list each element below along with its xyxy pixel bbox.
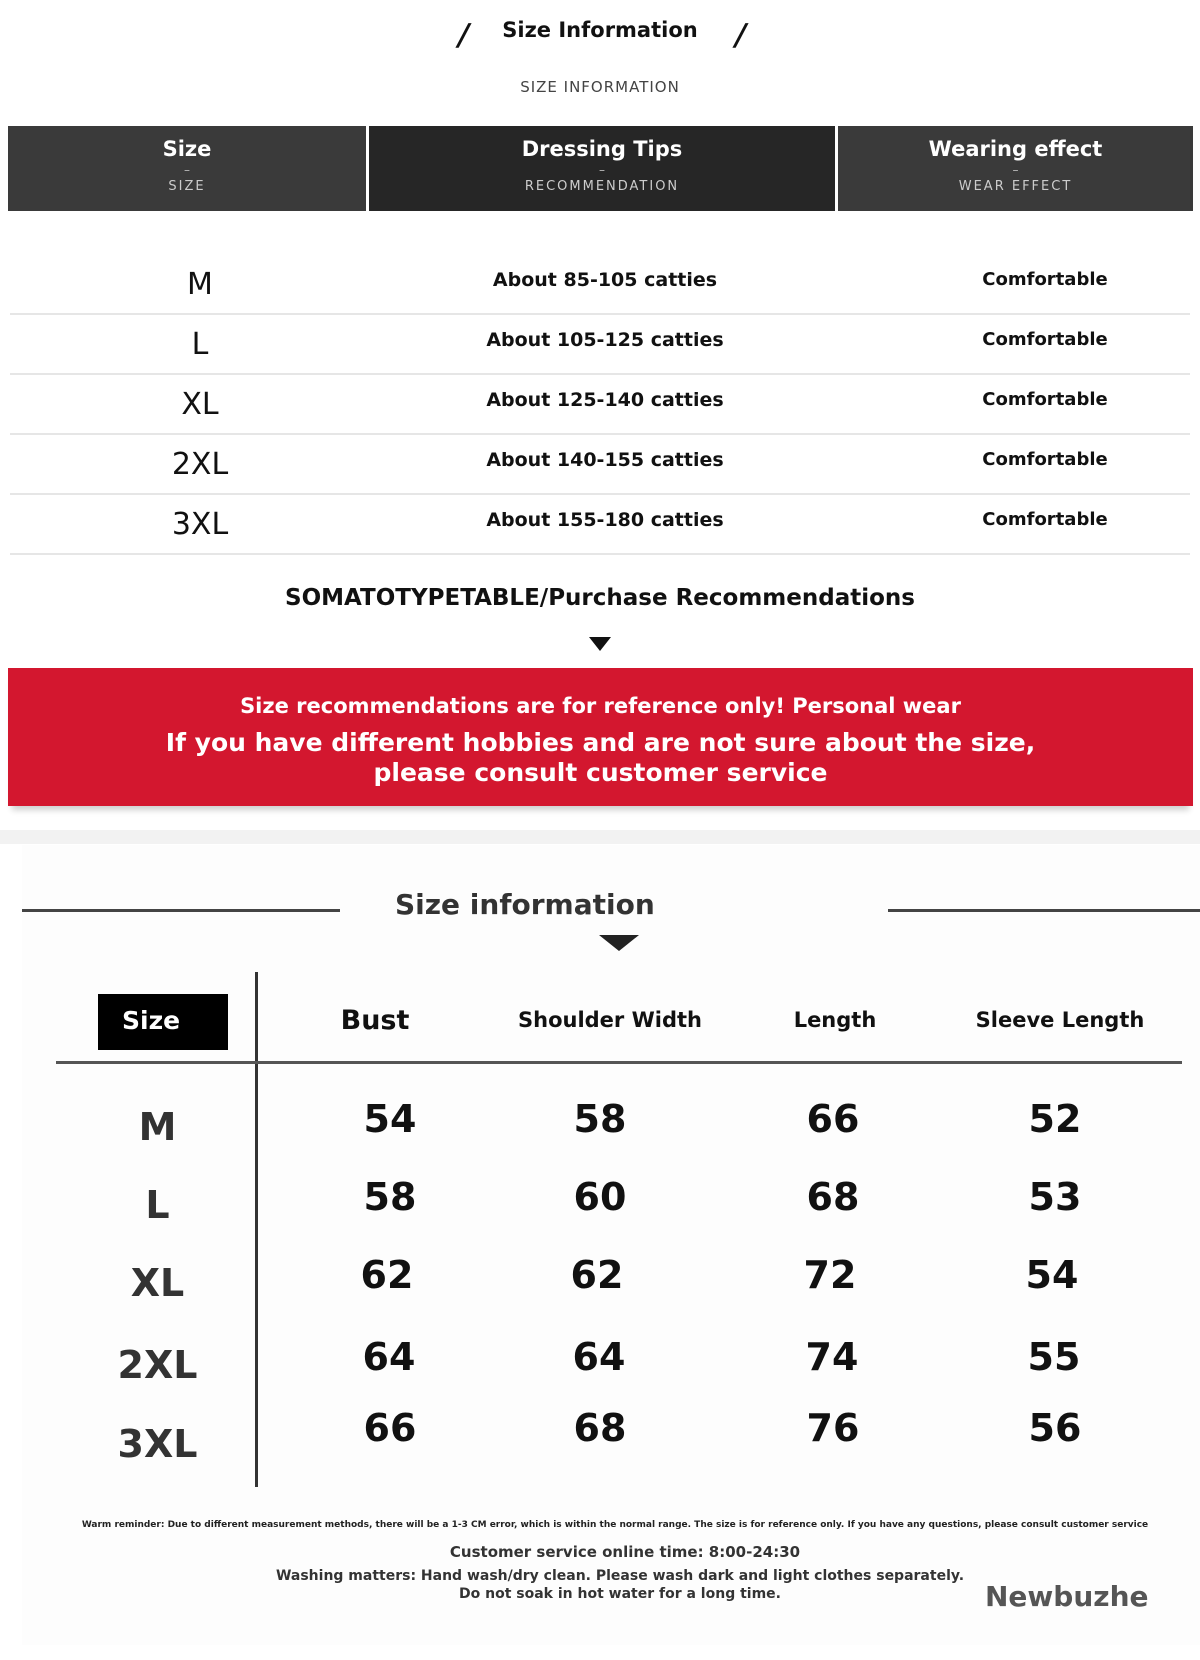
size-cell: 2XL — [171, 447, 229, 482]
triangle-down-icon — [599, 935, 639, 951]
column-header-bust: Bust — [340, 1005, 410, 1036]
notice-line-1: Size recommendations are for reference only! Personal wear — [240, 694, 961, 718]
effect-cell: Comfortable — [982, 389, 1108, 410]
shoulder-cell: 58 — [573, 1097, 627, 1141]
tip-cell: About 85-105 catties — [492, 269, 718, 291]
table-row — [60, 1249, 1200, 1319]
table-horizontal-rule — [56, 1061, 1182, 1064]
length-cell: 66 — [806, 1097, 860, 1141]
header-size-dash: – — [184, 163, 190, 177]
header-size-label: Size — [162, 137, 212, 161]
column-header-shoulder-width: Shoulder Width — [518, 1008, 702, 1032]
header-wearing-effect-sub: WEAR EFFECT — [958, 179, 1073, 194]
tip-cell: About 140-155 catties — [486, 449, 724, 471]
table-row — [60, 1402, 1200, 1472]
sleeve-cell: 55 — [1027, 1335, 1081, 1379]
size-header-box — [98, 994, 228, 1050]
size-cell: 3XL — [117, 1422, 198, 1466]
size-cell: L — [191, 327, 209, 362]
table-row — [10, 253, 1190, 315]
title-rule-right — [888, 909, 1200, 912]
table-row — [10, 433, 1190, 495]
header-size — [8, 126, 366, 211]
effect-cell: Comfortable — [982, 509, 1108, 530]
effect-cell: Comfortable — [982, 329, 1108, 350]
length-cell: 72 — [803, 1253, 857, 1297]
section-divider — [0, 830, 1200, 844]
sleeve-cell: 56 — [1028, 1406, 1082, 1450]
size-cell: XL — [181, 387, 219, 422]
brand-logo: Newbuzhe — [985, 1580, 1149, 1613]
header-dressing-tips-label: Dressing Tips — [521, 137, 683, 161]
size-chart-title: Size information — [395, 888, 655, 921]
notice-line-2: If you have different hobbies and are not sure about the size, please consult customer service — [165, 728, 1036, 787]
effect-cell: Comfortable — [982, 269, 1108, 290]
title-rule-left — [22, 909, 340, 912]
header-wearing-effect-label: Wearing effect — [928, 137, 1103, 161]
table-row — [60, 1093, 1200, 1163]
shoulder-cell: 64 — [572, 1335, 626, 1379]
notice-banner — [8, 668, 1193, 806]
tip-cell: About 105-125 catties — [486, 329, 724, 351]
sleeve-cell: 54 — [1025, 1253, 1079, 1297]
length-cell: 74 — [805, 1335, 859, 1379]
size-cell: M — [187, 267, 213, 302]
table-row — [10, 493, 1190, 555]
title-slash-left: / — [454, 18, 473, 53]
tip-cell: About 125-140 catties — [486, 389, 724, 411]
column-header-sleeve-length: Sleeve Length — [975, 1008, 1145, 1032]
size-cell: M — [138, 1105, 177, 1149]
column-header-length: Length — [793, 1008, 877, 1032]
header-dressing-tips-sub: RECOMMENDATION — [524, 179, 680, 194]
bust-cell: 62 — [360, 1253, 414, 1297]
sleeve-cell: 53 — [1028, 1175, 1082, 1219]
size-cell: 3XL — [171, 507, 229, 542]
table-row — [60, 1331, 1200, 1401]
shoulder-cell: 68 — [573, 1406, 627, 1450]
title-slash-right: / — [731, 18, 750, 53]
size-header-label: Size — [122, 1006, 181, 1035]
length-cell: 76 — [806, 1406, 860, 1450]
effect-cell: Comfortable — [982, 449, 1108, 470]
bust-cell: 58 — [363, 1175, 417, 1219]
tip-cell: About 155-180 catties — [486, 509, 724, 531]
size-cell: L — [145, 1183, 170, 1227]
size-cell: XL — [130, 1261, 185, 1305]
header-dressing-tips-dash: – — [599, 163, 605, 177]
sleeve-cell: 52 — [1028, 1097, 1082, 1141]
somatotype-heading: SOMATOTYPETABLE/Purchase Recommendations — [285, 585, 915, 611]
table-row — [10, 373, 1190, 435]
table-row — [60, 1171, 1200, 1241]
customer-service-hours: Customer service online time: 8:00-24:30 — [449, 1543, 801, 1561]
shoulder-cell: 62 — [570, 1253, 624, 1297]
header-size-sub: SIZE — [168, 179, 206, 194]
header-dressing-tips — [369, 126, 835, 211]
size-cell: 2XL — [117, 1343, 198, 1387]
shoulder-cell: 60 — [573, 1175, 627, 1219]
bust-cell: 54 — [363, 1097, 417, 1141]
length-cell: 68 — [806, 1175, 860, 1219]
bust-cell: 64 — [362, 1335, 416, 1379]
header-wearing-effect — [838, 126, 1193, 211]
header-wearing-effect-dash: – — [1012, 163, 1019, 177]
washing-instructions: Washing matters: Hand wash/dry clean. Please wash dark and light clothes separately. Do not soak in hot water for a long time. — [275, 1568, 965, 1602]
warm-reminder: Warm reminder: Due to different measurement methods, there will be a 1-3 CM error, which is within the normal range. The size is for reference only. If you have any questions, please consult customer service — [81, 1520, 1149, 1530]
table-row — [10, 313, 1190, 375]
bust-cell: 66 — [363, 1406, 417, 1450]
page-title: Size Information — [502, 18, 698, 42]
page-subtitle: SIZE INFORMATION — [520, 78, 680, 96]
triangle-down-icon — [589, 637, 611, 651]
